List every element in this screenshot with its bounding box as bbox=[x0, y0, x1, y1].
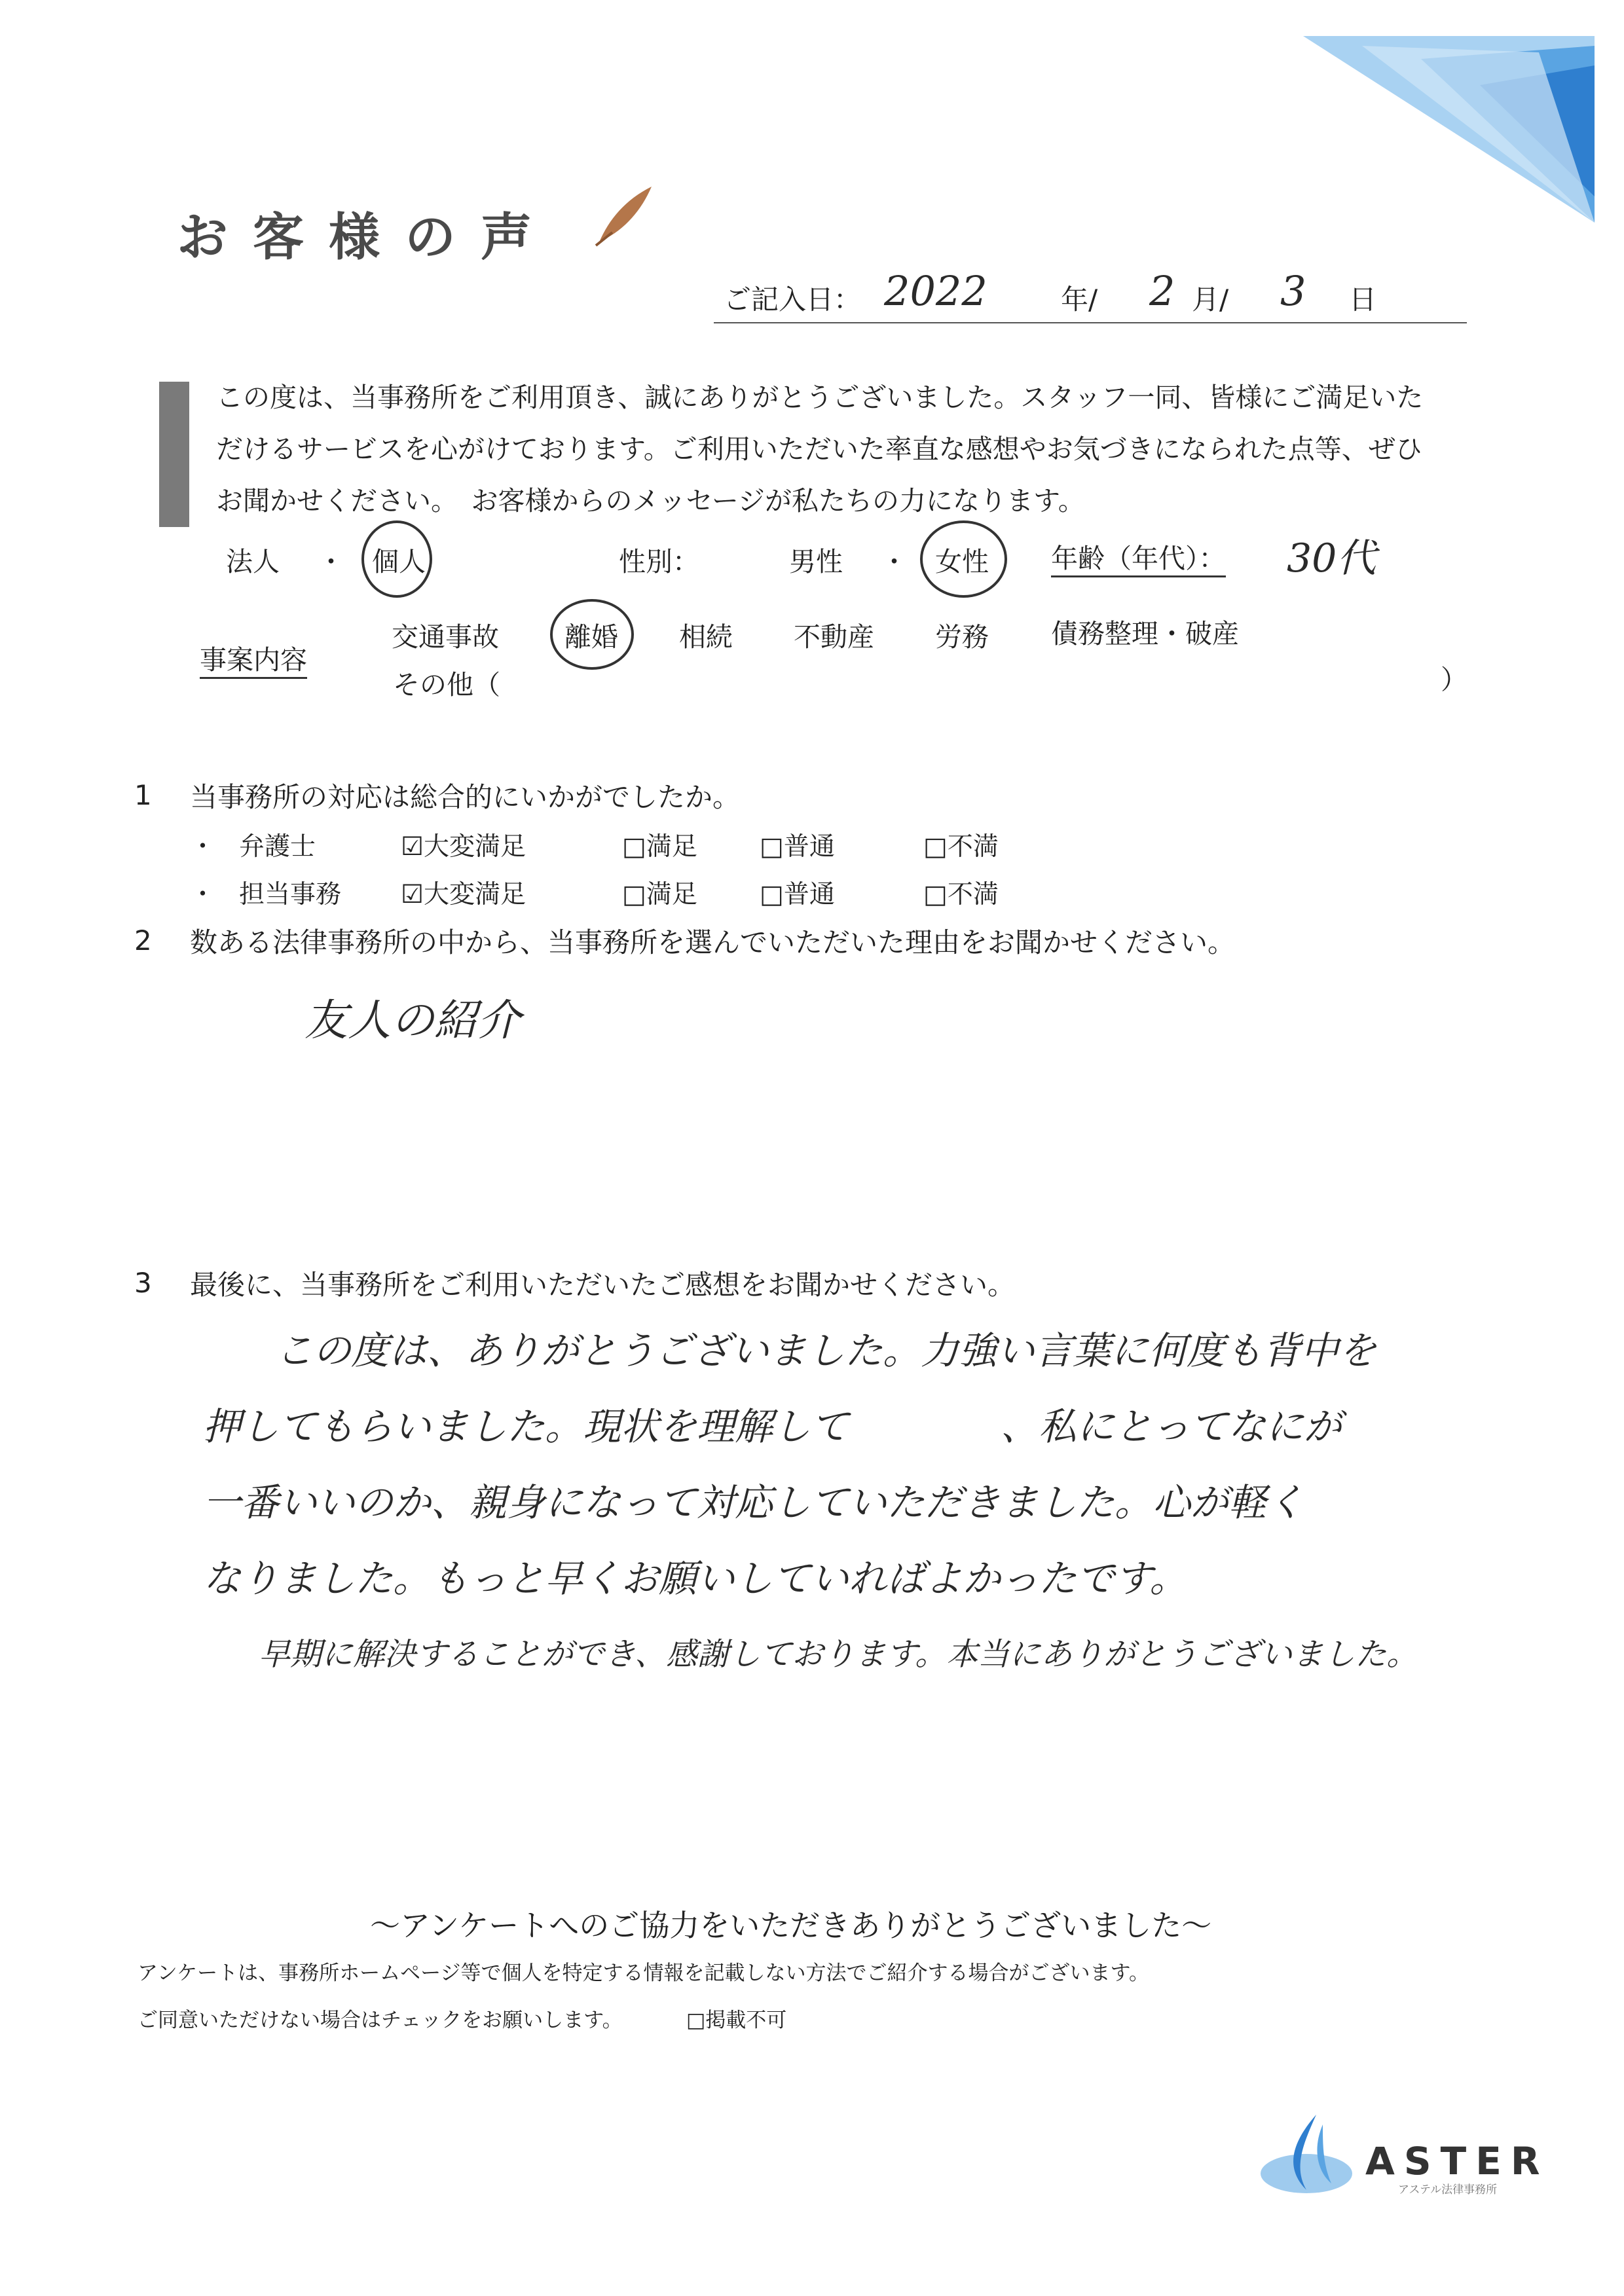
female-option: 女性 bbox=[935, 546, 989, 577]
q1-number: 1 bbox=[134, 779, 152, 811]
age-value: 30代 bbox=[1287, 536, 1376, 581]
q2-text: 数ある法律事務所の中から、当事務所を選んでいただいた理由をお聞かせください。 bbox=[190, 926, 1236, 958]
individual-circle bbox=[361, 520, 432, 598]
case-option-realestate: 不動産 bbox=[794, 621, 874, 653]
q2-number: 2 bbox=[134, 924, 152, 957]
profile-dot: ・ bbox=[318, 546, 344, 577]
q1-row2-opt1: ☑大変満足 bbox=[401, 880, 526, 909]
feather-icon bbox=[586, 180, 658, 252]
q3-answer-line-2: 押してもらいました。現状を理解して 、私にとってなにが bbox=[203, 1404, 1342, 1449]
aster-logo-icon bbox=[1254, 2108, 1359, 2206]
no-publish-checkbox[interactable]: □掲載不可 bbox=[686, 2009, 787, 2032]
footer-note-2: ご同意いただけない場合はチェックをお願いします。 bbox=[138, 2009, 623, 2032]
intro-line-3: お聞かせください。 お客様からのメッセージが私たちの力になります。 bbox=[216, 485, 1085, 517]
gender-dot: ・ bbox=[881, 546, 908, 577]
date-day-unit: 日 bbox=[1349, 283, 1377, 316]
individual-option: 個人 bbox=[372, 546, 426, 577]
date-year-unit: 年/ bbox=[1061, 283, 1098, 316]
footer-thanks: ～アンケートへのご協力をいただきありがとうございました～ bbox=[370, 1908, 1212, 1943]
q3-answer-line-3: 一番いいのか、親身になって対応していただきました。心が軽く bbox=[203, 1480, 1305, 1525]
divorce-circle bbox=[550, 599, 634, 670]
page-title: お客様の声 bbox=[177, 208, 557, 267]
date-month-unit: 月/ bbox=[1192, 283, 1229, 316]
q1-text: 当事務所の対応は総合的にいかがでしたか。 bbox=[190, 781, 741, 813]
corp-option: 法人 bbox=[226, 546, 280, 577]
intro-bar bbox=[159, 382, 189, 527]
male-option: 男性 bbox=[789, 546, 843, 577]
q3-answer-line-1: この度は、ありがとうございました。力強い言葉に何度も背中を bbox=[275, 1328, 1377, 1373]
case-option-inheritance: 相続 bbox=[679, 621, 733, 653]
female-circle bbox=[920, 520, 1007, 598]
q1-row2-bullet: ・ bbox=[190, 880, 216, 909]
case-other-close: ） bbox=[1441, 664, 1467, 695]
case-option-other: その他（ bbox=[393, 669, 500, 701]
q1-row1-bullet: ・ bbox=[190, 832, 216, 862]
case-option-debt: 債務整理・破産 bbox=[1051, 618, 1239, 649]
intro-text bbox=[216, 372, 1519, 527]
q3-answer-line-5: 早期に解決することができ、感謝しております。本当にありがとうございました。 bbox=[259, 1636, 1418, 1673]
q1-row2-opt4: □不満 bbox=[923, 880, 999, 909]
q1-row2-label: 担当事務 bbox=[239, 880, 342, 909]
logo-subtitle: アステル法律事務所 bbox=[1398, 2183, 1498, 2196]
intro-line-2: だけるサービスを心がけております。ご利用いただいた率直な感想やお気づきになられた点等、ぜひ bbox=[216, 433, 1422, 465]
q2-answer: 友人の紹介 bbox=[304, 995, 521, 1046]
corner-decoration bbox=[1264, 26, 1604, 242]
intro-line-1: この度は、当事務所をご利用頂き、誠にありがとうございました。スタッフ一同、皆様にご満足いた bbox=[216, 382, 1424, 413]
q1-row1-opt3: □普通 bbox=[760, 832, 835, 862]
date-year: 2022 bbox=[884, 267, 987, 315]
q1-row2-opt3: □普通 bbox=[760, 880, 835, 909]
q1-row1-opt1: ☑大変満足 bbox=[401, 832, 526, 862]
q3-answer bbox=[203, 1313, 1500, 1692]
date-label: ご記入日： bbox=[724, 283, 862, 316]
q1-row2-opt2: □満足 bbox=[622, 880, 697, 909]
q3-answer-line-4: なりました。もっと早くお願いしていればよかったです。 bbox=[203, 1556, 1188, 1601]
q1-row1-label: 弁護士 bbox=[239, 832, 316, 862]
date-month: 2 bbox=[1149, 267, 1175, 315]
case-option-divorce: 離婚 bbox=[564, 621, 618, 653]
case-option-traffic: 交通事故 bbox=[392, 621, 499, 653]
footer-note-1: アンケートは、事務所ホームページ等で個人を特定する情報を記載しない方法でご紹介する場合がございます。 bbox=[138, 1961, 1150, 1985]
q1-row1-opt2: □満足 bbox=[622, 832, 697, 862]
case-label: 事案内容 bbox=[200, 638, 307, 679]
date-divider bbox=[714, 322, 1467, 323]
gender-label: 性別： bbox=[619, 546, 699, 577]
date-day: 3 bbox=[1280, 267, 1306, 315]
q1-row1-opt4: □不満 bbox=[923, 832, 999, 862]
age-label: 年齢（年代）： bbox=[1051, 537, 1226, 577]
q3-text: 最後に、当事務所をご利用いただいたご感想をお聞かせください。 bbox=[190, 1269, 1016, 1301]
case-option-labor: 労務 bbox=[935, 621, 989, 653]
q3-number: 3 bbox=[134, 1267, 152, 1299]
logo-name: ASTER bbox=[1365, 2139, 1549, 2183]
